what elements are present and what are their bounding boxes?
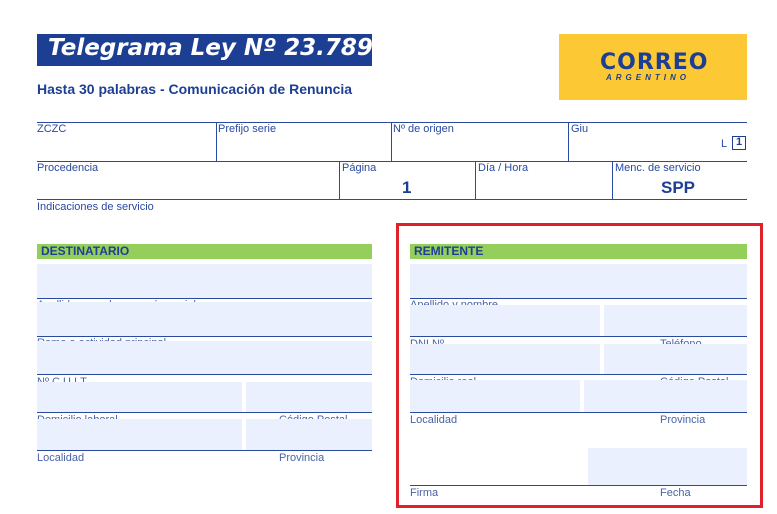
indicaciones-label: Indicaciones de servicio	[37, 201, 154, 213]
remitente-header: REMITENTE	[410, 244, 747, 259]
prefijo-serie-label: Prefijo serie	[218, 123, 277, 135]
l-value-box[interactable]: 1	[732, 136, 746, 150]
divider	[37, 450, 372, 451]
dest-cuit-field[interactable]	[37, 382, 242, 412]
divider	[37, 122, 747, 123]
procedencia-label: Procedencia	[37, 162, 99, 174]
divider	[37, 199, 747, 200]
dia-hora-label: Día / Hora	[478, 162, 529, 174]
rem-fecha-label: Fecha	[660, 487, 691, 499]
divider	[37, 374, 372, 375]
dest-cp-field[interactable]	[246, 419, 372, 450]
pagina-value: 1	[402, 178, 412, 197]
divider	[216, 122, 217, 162]
dest-ramo-field[interactable]	[37, 341, 372, 374]
dest-localidad-label: Localidad	[37, 452, 85, 464]
dest-provincia-label: Provincia	[279, 452, 325, 464]
form-subtitle: Hasta 30 palabras - Comunicación de Renuncia	[37, 81, 353, 97]
form-title: Telegrama Ley Nº 23.789	[48, 35, 373, 61]
divider	[391, 122, 392, 162]
divider	[339, 161, 340, 200]
giu-label: Giu	[571, 123, 589, 135]
dest-cuit-field-2[interactable]	[246, 382, 372, 412]
remitente-highlight-frame	[396, 223, 763, 508]
l-label: L	[721, 138, 728, 150]
destinatario-header: DESTINATARIO	[37, 244, 372, 259]
logo-main-text: CORREO	[600, 50, 709, 75]
dest-apellido-field[interactable]	[37, 302, 372, 336]
destinatario-line-1[interactable]	[37, 264, 372, 298]
rem-provincia-label: Provincia	[660, 414, 706, 426]
divider	[612, 161, 613, 200]
dest-domicilio-field[interactable]	[37, 419, 242, 450]
divider	[475, 161, 476, 200]
divider	[568, 122, 569, 162]
rem-firma-label: Firma	[410, 487, 439, 499]
pagina-label: Página	[342, 162, 377, 174]
zczc-label: ZCZC	[37, 123, 67, 135]
logo-sub-text: ARGENTINO	[606, 73, 690, 82]
menc-servicio-value: SPP	[661, 178, 696, 197]
rem-localidad-label: Localidad	[410, 414, 458, 426]
menc-servicio-label: Menc. de servicio	[615, 162, 701, 174]
origen-label: Nº de origen	[393, 123, 454, 135]
divider	[37, 412, 372, 413]
